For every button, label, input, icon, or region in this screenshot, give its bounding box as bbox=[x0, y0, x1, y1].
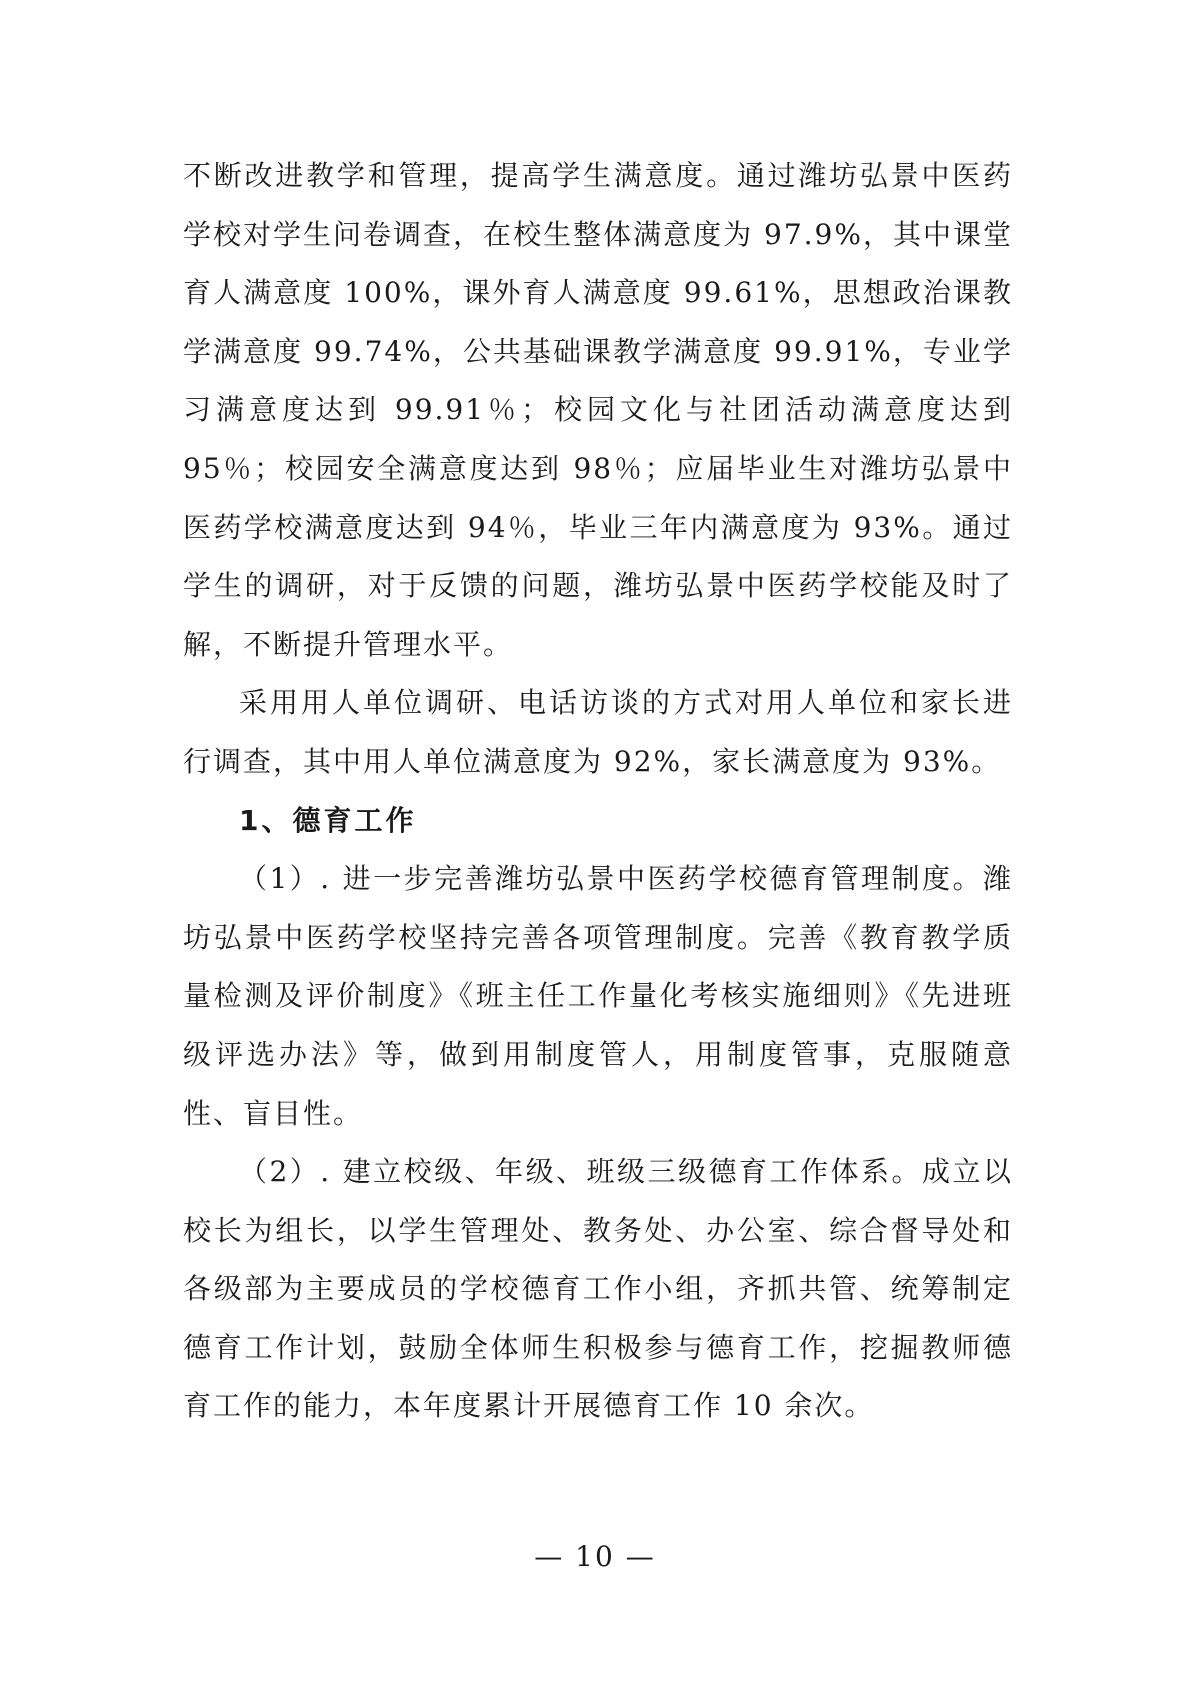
paragraph-management-system: （1）. 进一步完善潍坊弘景中医药学校德育管理制度。潍坊弘景中医药学校坚持完善各项管理制度。完善《教育教学质量检测及评价制度》《班主任工作量化考核实施细则》《先进班级评选办法》等，做到用制度管人，用制度管事，克服随意性、盲目性。 bbox=[183, 862, 1013, 1130]
paragraph-satisfaction: 不断改进教学和管理，提高学生满意度。通过潍坊弘景中医药学校对学生问卷调查，在校生整体满意度为 97.9%，其中课堂育人满意度 100%，课外育人满意度 99.61%，思想政治课教学满意度 99.74%，公共基础课教学满意度 99.91%，专业学习满意度达到 99.91％；校园文化与社团活动满意度达到 95％；校园安全满意度达到 98％；应届毕业生对潍坊弘景中医药学校满意度达到 94％，毕业三年内满意度为 93%。通过学生的调研，对于反馈的问题，潍坊弘景中医药学校能及时了解，不断提升管理水平。 bbox=[183, 159, 1013, 661]
paragraph-employer-survey: 采用用人单位调研、电话访谈的方式对用人单位和家长进行调查，其中用人单位满意度为 92%，家长满意度为 93%。 bbox=[183, 686, 1013, 778]
document-body bbox=[183, 147, 1013, 1436]
paragraph-three-level-system: （2）. 建立校级、年级、班级三级德育工作体系。成立以校长为组长，以学生管理处、教务处、办公室、综合督导处和各级部为主要成员的学校德育工作小组，齐抓共管、统筹制定德育工作计划，鼓励全体师生积极参与德育工作，挖掘教师德育工作的能力，本年度累计开展德育工作 10 余次。 bbox=[183, 1155, 1013, 1423]
page-number: — 10 — bbox=[534, 1540, 656, 1573]
section-heading-moral-education: 1、德育工作 bbox=[239, 803, 417, 837]
